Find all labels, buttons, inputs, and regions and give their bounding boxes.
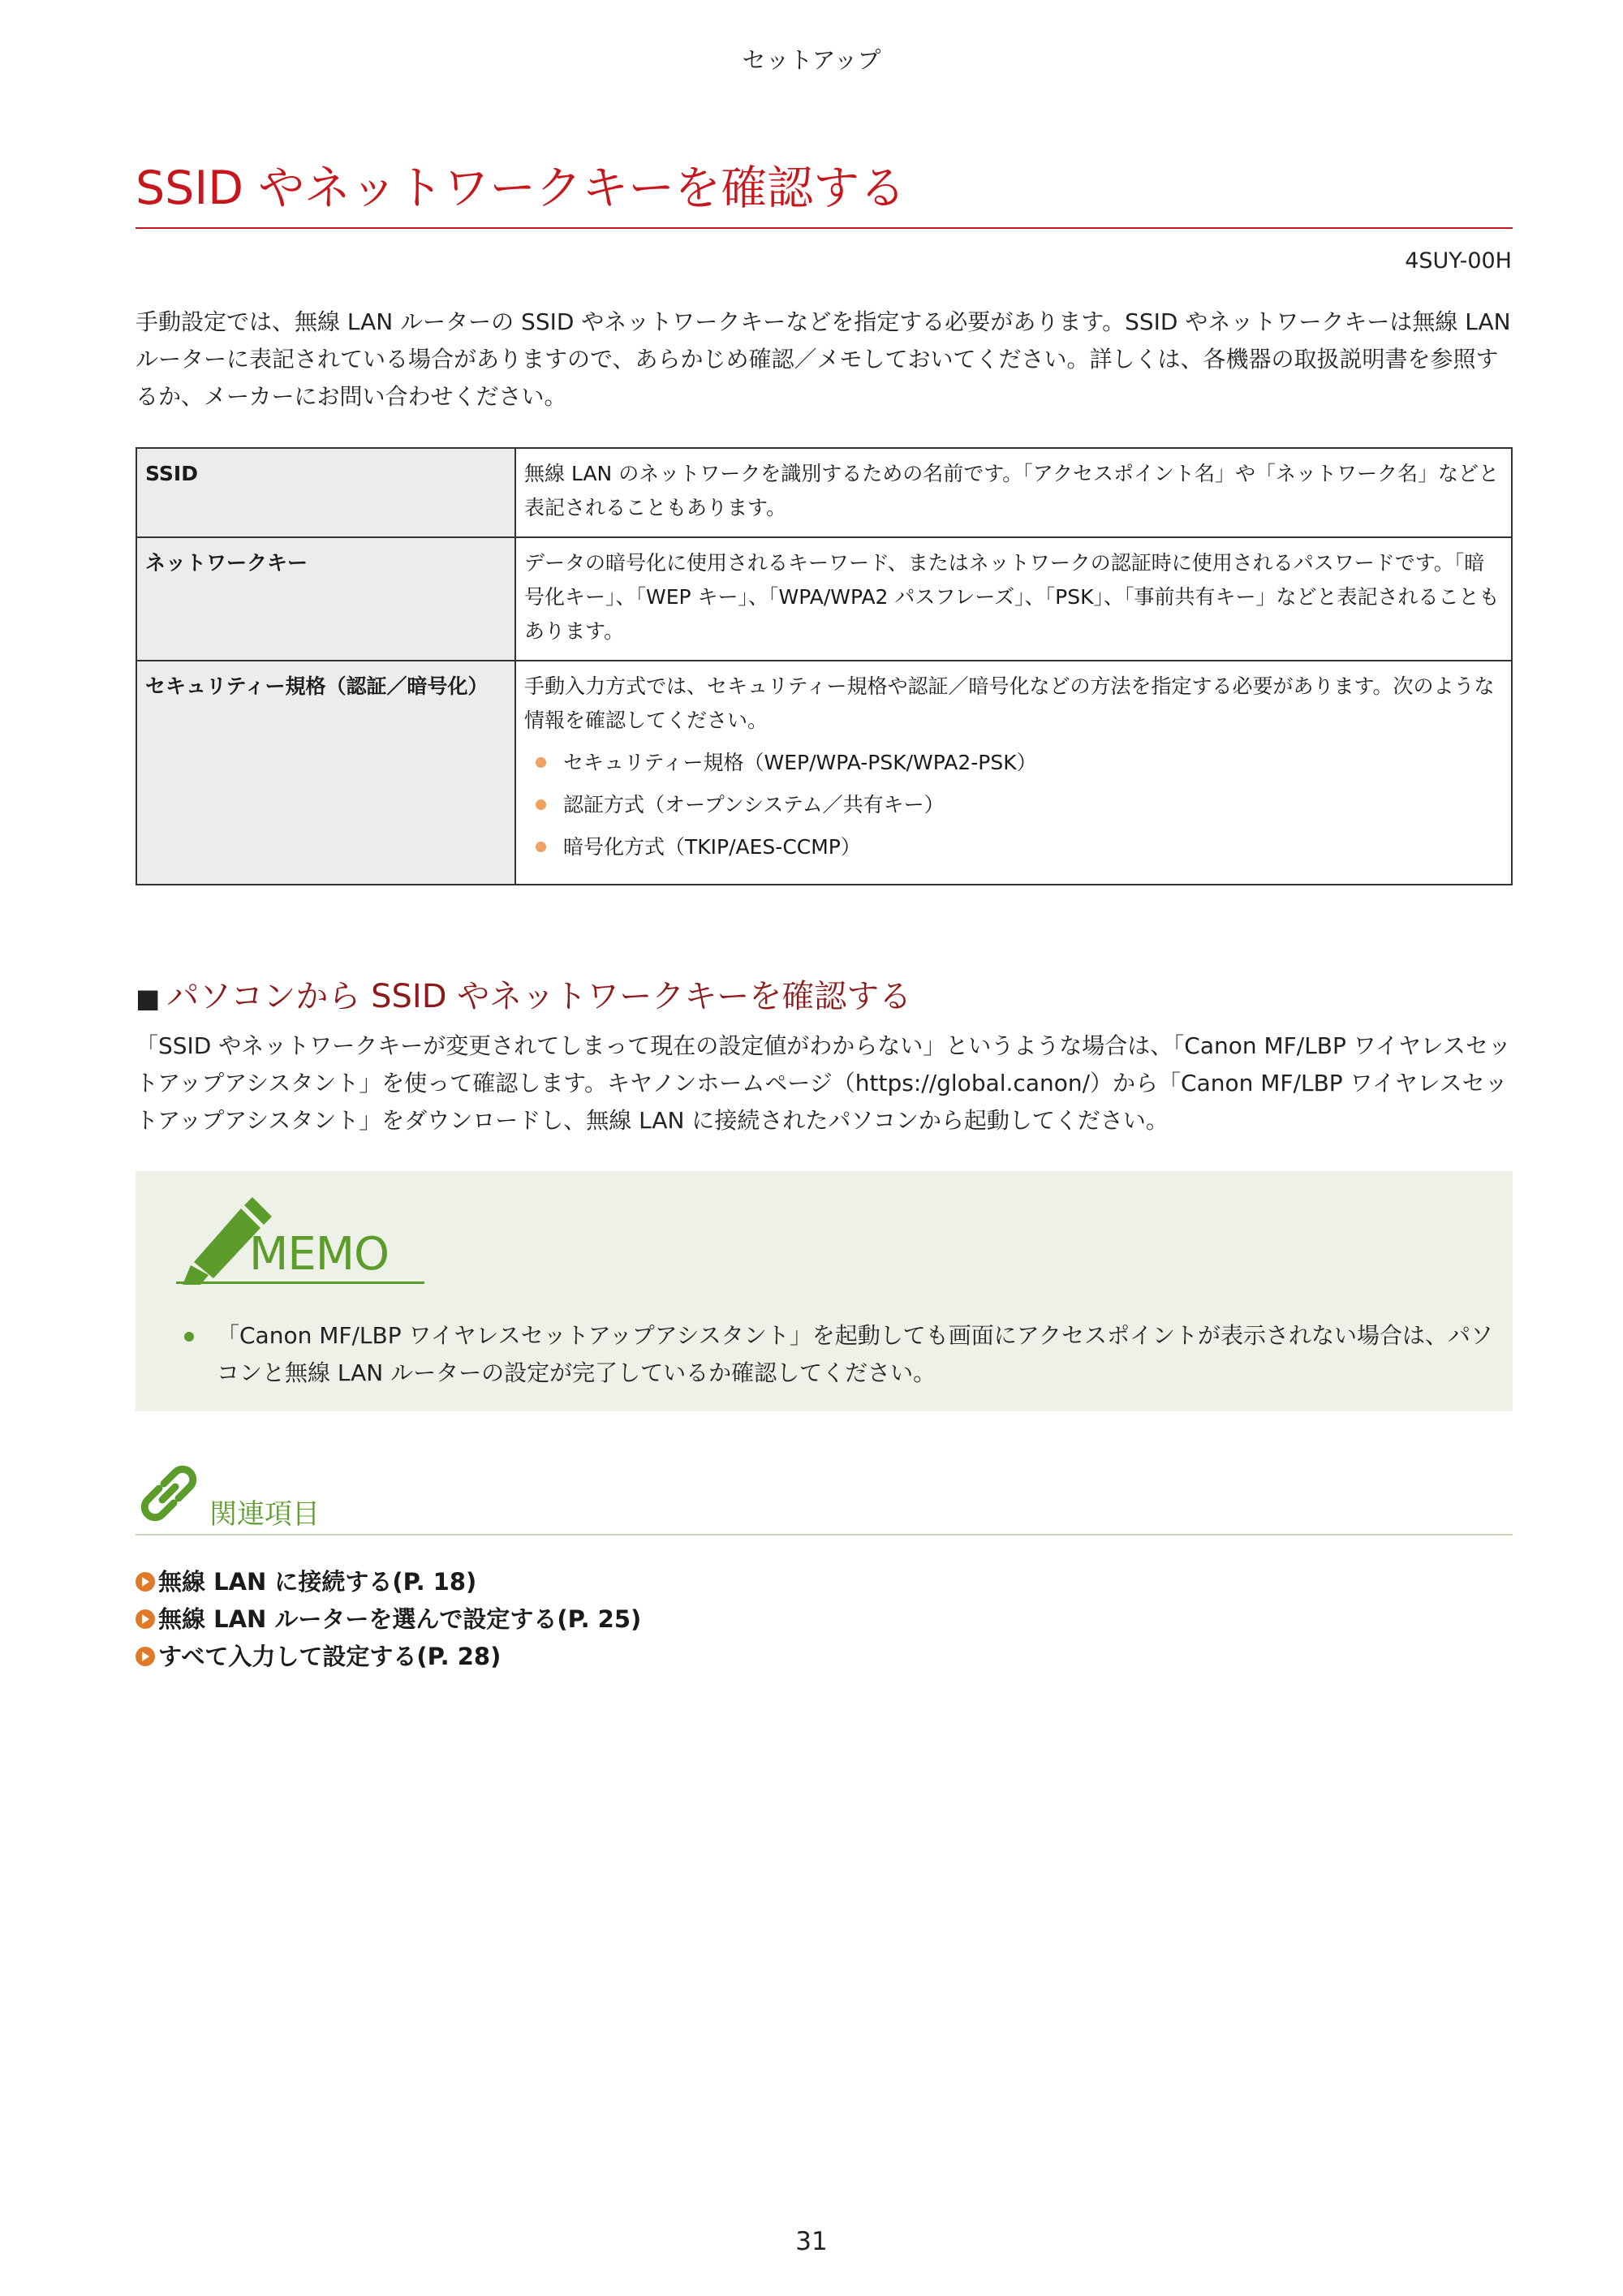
- list-item: [524, 830, 1503, 864]
- section-heading: [136, 971, 911, 1017]
- bullet-dot-icon: [536, 799, 546, 810]
- related-divider: [136, 1534, 1513, 1536]
- table-term-ssid: SSID: [136, 448, 515, 537]
- arrow-right-circle-icon: [136, 1609, 155, 1629]
- table-desc-ssid: 無線 LAN のネットワークを識別するための名前です。「アクセスポイント名」や「ネットワーク名」などと表記されることもあります。: [515, 448, 1512, 537]
- memo-item: [184, 1317, 1515, 1392]
- table-row: [136, 448, 1512, 537]
- chain-link-icon: [136, 1461, 201, 1526]
- section-heading-text: パソコンから SSID やネットワークキーを確認する: [166, 978, 912, 1015]
- related-link[interactable]: [136, 1563, 641, 1600]
- page-title: SSID やネットワークキーを確認する: [136, 162, 1513, 229]
- bullet-dot-icon: [536, 757, 546, 768]
- table-term-security: セキュリティー規格（認証／暗号化）: [136, 661, 515, 885]
- security-bullet-list: [524, 746, 1503, 864]
- settings-table: [136, 447, 1513, 885]
- bullet-text: 暗号化方式（TKIP/AES-CCMP）: [563, 835, 861, 859]
- section-paragraph: 「SSID やネットワークキーが変更されてしまって現在の設定値がわからない」というような場合は、「Canon MF/LBP ワイヤレスセットアップアシスタント」を使って確認します。キヤノンホームページ（https://global.canon/）から「Canon MF/LBP ワイヤレスセットアップアシスタント」をダウンロードし、無線 LAN に接続されたパソコンから起動してください。: [136, 1032, 1511, 1134]
- related-link[interactable]: [136, 1638, 641, 1675]
- memo-label: MEMO: [249, 1228, 390, 1281]
- list-item: [524, 746, 1503, 780]
- table-row: [136, 661, 1512, 885]
- memo-underline: [176, 1282, 424, 1284]
- table-row: [136, 537, 1512, 661]
- table-desc-security-cell: [515, 661, 1512, 885]
- table-desc-security: 手動入力方式では、セキュリティー規格や認証／暗号化などの方法を指定する必要があります。次のような情報を確認してください。: [524, 674, 1495, 732]
- related-links: [136, 1563, 641, 1675]
- running-head: セットアップ: [742, 46, 881, 74]
- document-code: 4SUY-00H: [1405, 248, 1512, 274]
- page-number: 31: [795, 2227, 828, 2256]
- memo-item-text: 「Canon MF/LBP ワイヤレスセットアップアシスタント」を起動しても画面にアクセスポイントが表示されない場合は、パソコンと無線 LAN ルーターの設定が完了しているか確認してください。: [217, 1322, 1493, 1386]
- arrow-right-circle-icon: [136, 1647, 155, 1666]
- arrow-right-circle-icon: [136, 1572, 155, 1592]
- intro-paragraph: 手動設定では、無線 LAN ルーターの SSID やネットワークキーなどを指定する必要があります。SSID やネットワークキーは無線 LAN ルーターに表記されている場合がありますので、あらかじめ確認／メモしておいてください。詳しくは、各機器の取扱説明書を参照するか、メーカーにお問い合わせください。: [136, 308, 1511, 410]
- bullet-text: 認証方式（オープンシステム／共有キー）: [563, 793, 945, 816]
- related-link-text[interactable]: 無線 LAN に接続する(P. 18): [158, 1568, 477, 1596]
- list-item: [524, 788, 1503, 822]
- related-link-text[interactable]: すべて入力して設定する(P. 28): [158, 1643, 502, 1670]
- related-link[interactable]: [136, 1600, 641, 1638]
- bullet-dot-icon: [184, 1332, 194, 1342]
- bullet-dot-icon: [536, 842, 546, 852]
- bullet-text: セキュリティー規格（WEP/WPA-PSK/WPA2-PSK）: [563, 751, 1037, 774]
- table-term-network-key: ネットワークキー: [136, 537, 515, 661]
- related-topics-title: 関連項目: [209, 1498, 320, 1531]
- table-desc-network-key: データの暗号化に使用されるキーワード、またはネットワークの認証時に使用されるパスワードです。「暗号化キー」、「WEP キー」、「WPA/WPA2 パスフレーズ」、「PSK」、「事前共有キー」などと表記されることもあります。: [515, 537, 1512, 661]
- related-link-text[interactable]: 無線 LAN ルーターを選んで設定する(P. 25): [158, 1605, 642, 1633]
- square-marker-icon: ■: [136, 983, 161, 1014]
- memo-box: [136, 1171, 1513, 1411]
